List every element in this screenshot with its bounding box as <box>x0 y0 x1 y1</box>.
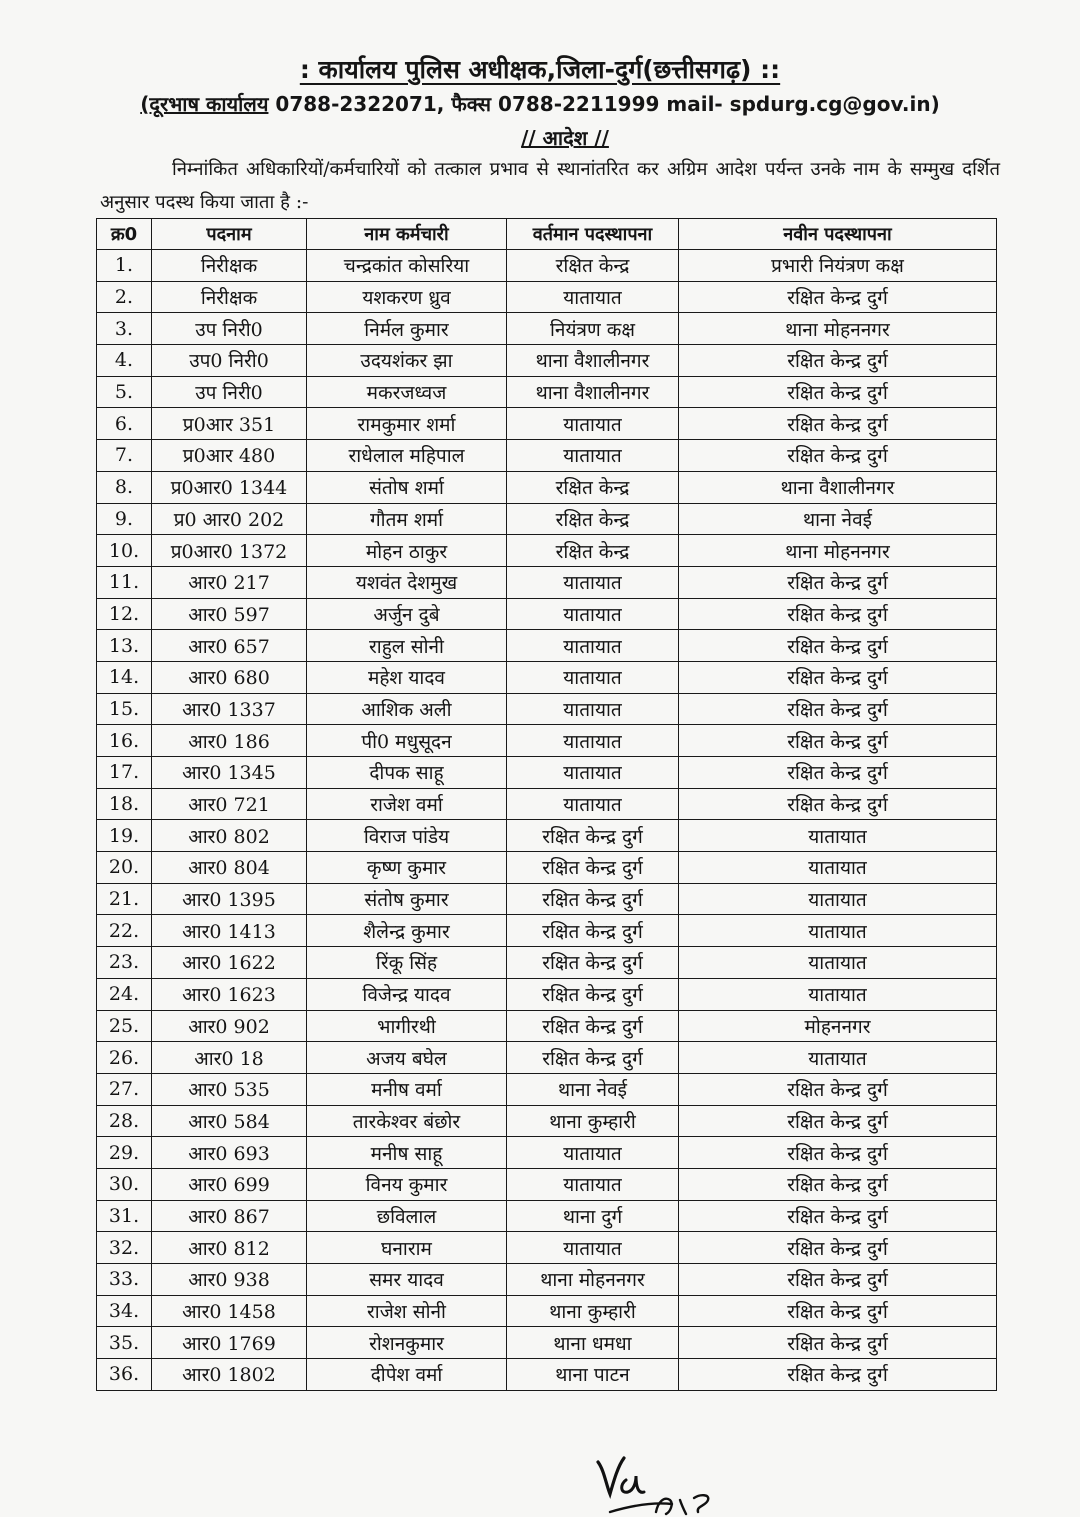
cell-current-posting: रक्षित केन्द्र <box>507 471 679 503</box>
cell-new-posting: रक्षित केन्द्र दुर्ग <box>679 693 997 725</box>
table-row <box>97 630 997 662</box>
cell-new-posting: रक्षित केन्द्र दुर्ग <box>679 1073 997 1105</box>
cell-new-posting: रक्षित केन्द्र दुर्ग <box>679 1200 997 1232</box>
cell-employee-name: दीपेश वर्मा <box>307 1359 507 1391</box>
cell-serial: 9. <box>97 503 152 535</box>
table-row <box>97 1327 997 1359</box>
table-row <box>97 1200 997 1232</box>
table-row <box>97 1359 997 1391</box>
cell-serial: 24. <box>97 978 152 1010</box>
cell-designation: आर0 535 <box>152 1073 307 1105</box>
cell-serial: 17. <box>97 757 152 789</box>
cell-employee-name: रामकुमार शर्मा <box>307 408 507 440</box>
header-serial: क्र0 <box>97 219 152 250</box>
cell-designation: आर0 721 <box>152 788 307 820</box>
cell-designation: आर0 802 <box>152 820 307 852</box>
cell-new-posting: थाना मोहननगर <box>679 313 997 345</box>
cell-employee-name: गौतम शर्मा <box>307 503 507 535</box>
table-row <box>97 1010 997 1042</box>
cell-designation: आर0 1769 <box>152 1327 307 1359</box>
cell-serial: 29. <box>97 1137 152 1169</box>
cell-serial: 28. <box>97 1105 152 1137</box>
table-row <box>97 1073 997 1105</box>
cell-serial: 13. <box>97 630 152 662</box>
cell-new-posting: यातायात <box>679 883 997 915</box>
signature-icon <box>590 1440 730 1517</box>
cell-employee-name: विजेन्द्र यादव <box>307 978 507 1010</box>
cell-serial: 3. <box>97 313 152 345</box>
cell-designation: आर0 1413 <box>152 915 307 947</box>
cell-current-posting: रक्षित केन्द्र <box>507 250 679 282</box>
cell-employee-name: निर्मल कुमार <box>307 313 507 345</box>
cell-current-posting: थाना धमधा <box>507 1327 679 1359</box>
table-row <box>97 440 997 472</box>
cell-current-posting: रक्षित केन्द्र दुर्ग <box>507 1010 679 1042</box>
cell-serial: 6. <box>97 408 152 440</box>
cell-new-posting: रक्षित केन्द्र दुर्ग <box>679 440 997 472</box>
table-row <box>97 250 997 282</box>
cell-employee-name: यशवंत देशमुख <box>307 566 507 598</box>
cell-employee-name: मकरजध्वज <box>307 376 507 408</box>
cell-designation: आर0 584 <box>152 1105 307 1137</box>
cell-employee-name: चन्द्रकांत कोसरिया <box>307 250 507 282</box>
cell-employee-name: दीपक साहू <box>307 757 507 789</box>
cell-new-posting: रक्षित केन्द्र दुर्ग <box>679 725 997 757</box>
cell-new-posting: रक्षित केन्द्र दुर्ग <box>679 1232 997 1264</box>
cell-current-posting: रक्षित केन्द्र दुर्ग <box>507 1042 679 1074</box>
cell-serial: 21. <box>97 883 152 915</box>
cell-current-posting: रक्षित केन्द्र दुर्ग <box>507 947 679 979</box>
cell-employee-name: आशिक अली <box>307 693 507 725</box>
cell-current-posting: रक्षित केन्द्र <box>507 535 679 567</box>
cell-serial: 33. <box>97 1264 152 1296</box>
cell-designation: उप निरी0 <box>152 313 307 345</box>
table-row <box>97 757 997 789</box>
table-row <box>97 725 997 757</box>
cell-designation: प्र0आर 480 <box>152 440 307 472</box>
cell-designation: आर0 217 <box>152 566 307 598</box>
cell-current-posting: यातायात <box>507 566 679 598</box>
cell-current-posting: रक्षित केन्द्र दुर्ग <box>507 978 679 1010</box>
table-row <box>97 1295 997 1327</box>
cell-current-posting: थाना पाटन <box>507 1359 679 1391</box>
cell-designation: आर0 699 <box>152 1168 307 1200</box>
cell-new-posting: यातायात <box>679 1042 997 1074</box>
cell-serial: 11. <box>97 566 152 598</box>
cell-new-posting: थाना नेवई <box>679 503 997 535</box>
cell-employee-name: रोशनकुमार <box>307 1327 507 1359</box>
cell-serial: 5. <box>97 376 152 408</box>
table-row <box>97 408 997 440</box>
cell-employee-name: मनीष साहू <box>307 1137 507 1169</box>
cell-designation: आर0 1623 <box>152 978 307 1010</box>
table-row <box>97 598 997 630</box>
header-new-posting: नवीन पदस्थापना <box>679 219 997 250</box>
cell-new-posting: रक्षित केन्द्र दुर्ग <box>679 408 997 440</box>
cell-new-posting: प्रभारी नियंत्रण कक्ष <box>679 250 997 282</box>
office-title: : कार्यालय पुलिस अधीक्षक,जिला-दुर्ग(छत्तीसगढ़) :: <box>299 55 781 84</box>
cell-current-posting: थाना मोहननगर <box>507 1264 679 1296</box>
cell-new-posting: यातायात <box>679 820 997 852</box>
cell-new-posting: यातायात <box>679 852 997 884</box>
cell-employee-name: रिंकू सिंह <box>307 947 507 979</box>
cell-employee-name: समर यादव <box>307 1264 507 1296</box>
cell-new-posting: रक्षित केन्द्र दुर्ग <box>679 345 997 377</box>
cell-employee-name: अर्जुन दुबे <box>307 598 507 630</box>
cell-serial: 34. <box>97 1295 152 1327</box>
header-designation: पदनाम <box>152 219 307 250</box>
cell-serial: 1. <box>97 250 152 282</box>
cell-serial: 35. <box>97 1327 152 1359</box>
cell-employee-name: मोहन ठाकुर <box>307 535 507 567</box>
header-current-posting: वर्तमान पदस्थापना <box>507 219 679 250</box>
cell-current-posting: थाना नेवई <box>507 1073 679 1105</box>
cell-serial: 31. <box>97 1200 152 1232</box>
cell-new-posting: रक्षित केन्द्र दुर्ग <box>679 1105 997 1137</box>
cell-current-posting: थाना कुम्हारी <box>507 1295 679 1327</box>
cell-employee-name: संतोष कुमार <box>307 883 507 915</box>
cell-current-posting: यातायात <box>507 630 679 662</box>
table-row <box>97 661 997 693</box>
cell-employee-name: राधेलाल महिपाल <box>307 440 507 472</box>
cell-current-posting: थाना कुम्हारी <box>507 1105 679 1137</box>
cell-new-posting: थाना मोहननगर <box>679 535 997 567</box>
cell-serial: 27. <box>97 1073 152 1105</box>
cell-employee-name: महेश यादव <box>307 661 507 693</box>
cell-current-posting: यातायात <box>507 661 679 693</box>
cell-designation: प्र0आर 351 <box>152 408 307 440</box>
cell-current-posting: यातायात <box>507 281 679 313</box>
cell-new-posting: रक्षित केन्द्र दुर्ग <box>679 1137 997 1169</box>
table-row <box>97 281 997 313</box>
cell-designation: आर0 867 <box>152 1200 307 1232</box>
table-row <box>97 788 997 820</box>
table-row <box>97 1168 997 1200</box>
cell-serial: 4. <box>97 345 152 377</box>
table-row <box>97 1264 997 1296</box>
intro-paragraph: निम्नांकित अधिकारियों/कर्मचारियों को तत्काल प्रभाव से स्थानांतरित कर अग्रिम आदेश पर्यन्त उनके नाम के सम्मुख दर्शित अनुसार पदस्थ किया जाता है :- <box>100 159 1000 213</box>
table-row <box>97 503 997 535</box>
cell-designation: प्र0आर0 1372 <box>152 535 307 567</box>
cell-designation: उप निरी0 <box>152 376 307 408</box>
cell-new-posting: रक्षित केन्द्र दुर्ग <box>679 757 997 789</box>
cell-serial: 25. <box>97 1010 152 1042</box>
cell-current-posting: यातायात <box>507 1137 679 1169</box>
cell-designation: प्र0 आर0 202 <box>152 503 307 535</box>
cell-employee-name: शैलेन्द्र कुमार <box>307 915 507 947</box>
cell-designation: आर0 804 <box>152 852 307 884</box>
cell-serial: 19. <box>97 820 152 852</box>
cell-employee-name: अजय बघेल <box>307 1042 507 1074</box>
table-row <box>97 1105 997 1137</box>
cell-designation: आर0 1337 <box>152 693 307 725</box>
cell-employee-name: संतोष शर्मा <box>307 471 507 503</box>
table-header-row <box>97 219 997 250</box>
table-row <box>97 1042 997 1074</box>
cell-serial: 14. <box>97 661 152 693</box>
table-row <box>97 852 997 884</box>
table-row <box>97 1232 997 1264</box>
table-row <box>97 313 997 345</box>
cell-current-posting: यातायात <box>507 788 679 820</box>
cell-current-posting: यातायात <box>507 408 679 440</box>
cell-current-posting: रक्षित केन्द्र दुर्ग <box>507 883 679 915</box>
transfer-table <box>96 218 997 1391</box>
cell-employee-name: घनाराम <box>307 1232 507 1264</box>
cell-serial: 32. <box>97 1232 152 1264</box>
cell-new-posting: रक्षित केन्द्र दुर्ग <box>679 788 997 820</box>
cell-designation: आर0 186 <box>152 725 307 757</box>
cell-employee-name: पी0 मधुसूदन <box>307 725 507 757</box>
cell-employee-name: विनय कुमार <box>307 1168 507 1200</box>
cell-serial: 12. <box>97 598 152 630</box>
cell-employee-name: राहुल सोनी <box>307 630 507 662</box>
cell-current-posting: यातायात <box>507 1232 679 1264</box>
cell-serial: 7. <box>97 440 152 472</box>
cell-serial: 36. <box>97 1359 152 1391</box>
cell-designation: आर0 1345 <box>152 757 307 789</box>
cell-employee-name: विराज पांडेय <box>307 820 507 852</box>
cell-new-posting: रक्षित केन्द्र दुर्ग <box>679 281 997 313</box>
cell-serial: 26. <box>97 1042 152 1074</box>
table-body <box>97 250 997 1391</box>
cell-current-posting: थाना वैशालीनगर <box>507 376 679 408</box>
cell-serial: 22. <box>97 915 152 947</box>
cell-designation: आर0 693 <box>152 1137 307 1169</box>
cell-current-posting: थाना दुर्ग <box>507 1200 679 1232</box>
contact-details: 0788-2322071, फैक्स 0788-2211999 mail- spdurg.cg@gov.in) <box>268 92 940 116</box>
cell-new-posting: मोहननगर <box>679 1010 997 1042</box>
cell-employee-name: यशकरण ध्रुव <box>307 281 507 313</box>
table-row <box>97 566 997 598</box>
table-row <box>97 978 997 1010</box>
cell-current-posting: रक्षित केन्द्र दुर्ग <box>507 852 679 884</box>
contact-prefix: (दूरभाष कार्यालय <box>140 92 269 116</box>
cell-new-posting: रक्षित केन्द्र दुर्ग <box>679 1359 997 1391</box>
table-row <box>97 376 997 408</box>
cell-employee-name: तारकेश्वर बंछोर <box>307 1105 507 1137</box>
table-row <box>97 345 997 377</box>
order-title: // आदेश // <box>521 126 609 150</box>
cell-serial: 20. <box>97 852 152 884</box>
contact-line <box>0 90 1080 117</box>
cell-serial: 15. <box>97 693 152 725</box>
cell-new-posting: रक्षित केन्द्र दुर्ग <box>679 1327 997 1359</box>
cell-new-posting: यातायात <box>679 947 997 979</box>
cell-employee-name: भागीरथी <box>307 1010 507 1042</box>
cell-designation: आर0 812 <box>152 1232 307 1264</box>
cell-current-posting: यातायात <box>507 440 679 472</box>
table-row <box>97 820 997 852</box>
cell-designation: उप0 निरी0 <box>152 345 307 377</box>
cell-new-posting: यातायात <box>679 915 997 947</box>
cell-new-posting: रक्षित केन्द्र दुर्ग <box>679 1264 997 1296</box>
cell-current-posting: नियंत्रण कक्ष <box>507 313 679 345</box>
cell-employee-name: छविलाल <box>307 1200 507 1232</box>
cell-serial: 8. <box>97 471 152 503</box>
cell-current-posting: रक्षित केन्द्र दुर्ग <box>507 915 679 947</box>
cell-designation: आर0 1622 <box>152 947 307 979</box>
cell-current-posting: रक्षित केन्द्र <box>507 503 679 535</box>
cell-current-posting: यातायात <box>507 693 679 725</box>
cell-designation: आर0 1458 <box>152 1295 307 1327</box>
cell-designation: आर0 902 <box>152 1010 307 1042</box>
cell-employee-name: कृष्ण कुमार <box>307 852 507 884</box>
cell-employee-name: उदयशंकर झा <box>307 345 507 377</box>
table-row <box>97 693 997 725</box>
cell-new-posting: रक्षित केन्द्र दुर्ग <box>679 1168 997 1200</box>
cell-designation: आर0 18 <box>152 1042 307 1074</box>
table-row <box>97 883 997 915</box>
header-employee-name: नाम कर्मचारी <box>307 219 507 250</box>
cell-current-posting: यातायात <box>507 1168 679 1200</box>
cell-employee-name: राजेश वर्मा <box>307 788 507 820</box>
cell-serial: 18. <box>97 788 152 820</box>
table-row <box>97 471 997 503</box>
cell-employee-name: मनीष वर्मा <box>307 1073 507 1105</box>
table-row <box>97 947 997 979</box>
cell-serial: 16. <box>97 725 152 757</box>
cell-designation: निरीक्षक <box>152 250 307 282</box>
cell-new-posting: यातायात <box>679 978 997 1010</box>
cell-new-posting: रक्षित केन्द्र दुर्ग <box>679 598 997 630</box>
cell-new-posting: थाना वैशालीनगर <box>679 471 997 503</box>
cell-designation: आर0 657 <box>152 630 307 662</box>
cell-new-posting: रक्षित केन्द्र दुर्ग <box>679 661 997 693</box>
cell-designation: निरीक्षक <box>152 281 307 313</box>
table-row <box>97 915 997 947</box>
cell-serial: 30. <box>97 1168 152 1200</box>
cell-designation: आर0 938 <box>152 1264 307 1296</box>
cell-new-posting: रक्षित केन्द्र दुर्ग <box>679 376 997 408</box>
cell-current-posting: यातायात <box>507 757 679 789</box>
cell-serial: 23. <box>97 947 152 979</box>
table-row <box>97 1137 997 1169</box>
cell-current-posting: यातायात <box>507 598 679 630</box>
cell-new-posting: रक्षित केन्द्र दुर्ग <box>679 566 997 598</box>
cell-current-posting: रक्षित केन्द्र दुर्ग <box>507 820 679 852</box>
cell-designation: आर0 1395 <box>152 883 307 915</box>
cell-designation: आर0 1802 <box>152 1359 307 1391</box>
cell-new-posting: रक्षित केन्द्र दुर्ग <box>679 1295 997 1327</box>
cell-serial: 10. <box>97 535 152 567</box>
cell-current-posting: थाना वैशालीनगर <box>507 345 679 377</box>
cell-serial: 2. <box>97 281 152 313</box>
cell-designation: आर0 597 <box>152 598 307 630</box>
cell-employee-name: राजेश सोनी <box>307 1295 507 1327</box>
cell-new-posting: रक्षित केन्द्र दुर्ग <box>679 630 997 662</box>
cell-designation: प्र0आर0 1344 <box>152 471 307 503</box>
cell-designation: आर0 680 <box>152 661 307 693</box>
cell-current-posting: यातायात <box>507 725 679 757</box>
table-row <box>97 535 997 567</box>
